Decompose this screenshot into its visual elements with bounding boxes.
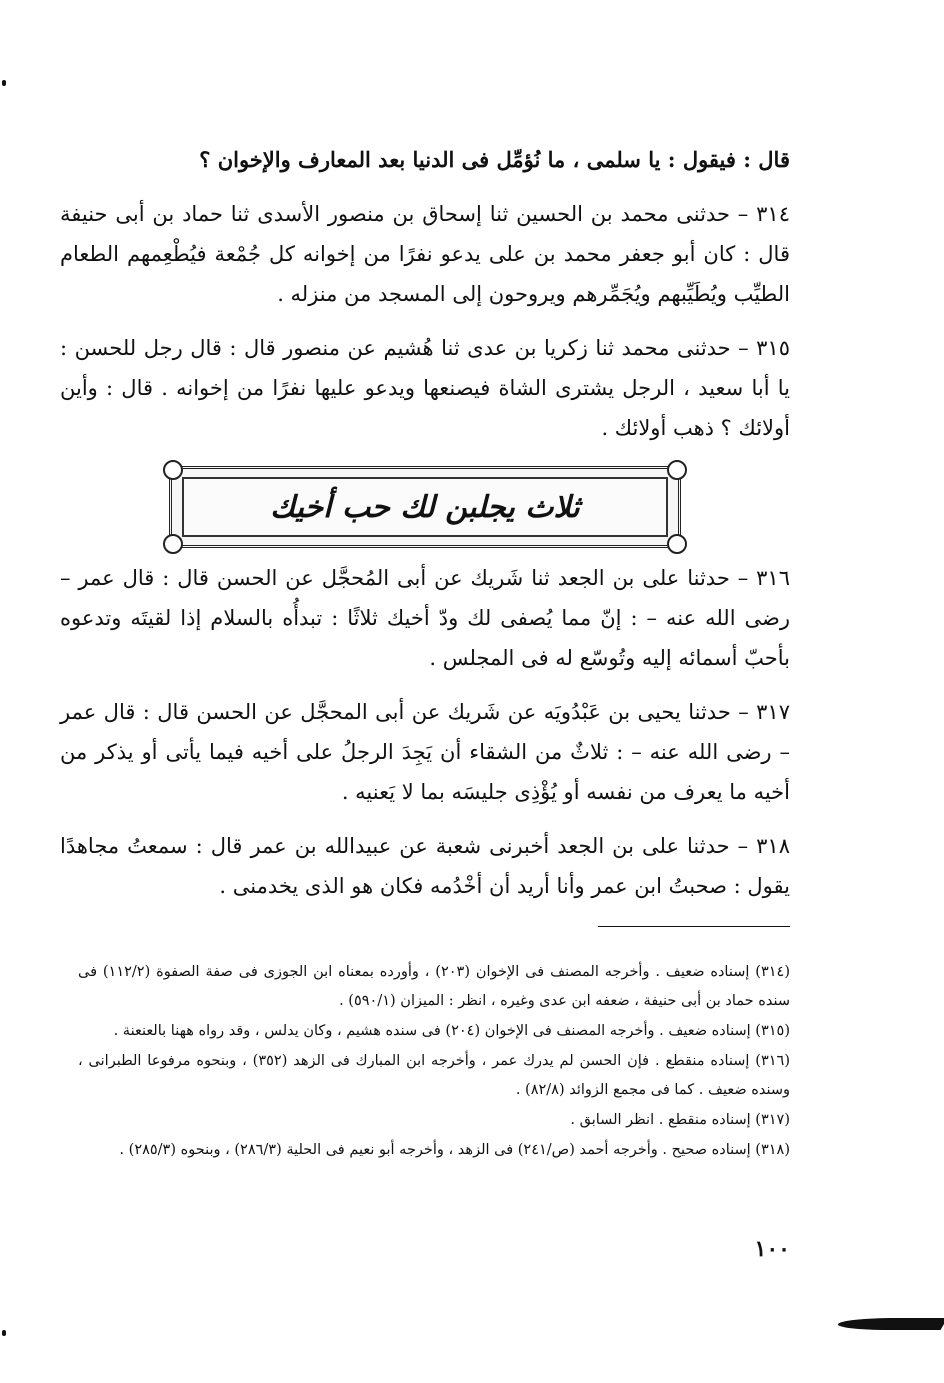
scan-speck [2, 80, 6, 86]
page-number: ١٠٠ [754, 1236, 790, 1262]
footnote-315: (٣١٥) إسناده ضعيف . وأخرجه المصنف فى الإخوان (٢٠٤) فى سنده هشيم ، وكان يدلس ، وقد رواه ههنا بالعنعنة . [113, 1023, 790, 1039]
main-text [60, 140, 790, 906]
footnote-316: (٣١٦) إسناده منقطع . فإن الحسن لم يدرك عمر ، وأخرجه ابن المبارك فى الزهد (٣٥٢) ، وبنحوه مرفوعا الطبرانى ، وسنده ضعيف . كما فى مجمع الزوائد (٨٢/٨) . [78, 1053, 790, 1098]
paragraph-318: ٣١٨ – حدثنا على بن الجعد أخبرنى شعبة عن عبيدالله بن عمر قال : سمعتُ مجاهدًا يقول : صحبتُ ابن عمر وأنا أريد أن أخْدُمه فكان هو الذى يخدمنى . [60, 834, 790, 898]
paragraph-315: ٣١٥ – حدثنى محمد ثنا زكريا بن عدى ثنا هُشيم عن منصور قال : قال رجل للحسن : يا أبا سعيد ، الرجل يشترى الشاة فيصنعها ويدعو عليها نفرًا من إخوانه . قال : وأين أولائك ؟ ذهب أولائك . [60, 336, 790, 440]
paragraph-317: ٣١٧ – حدثنا يحيى بن عَبْدُويَه عن شَريك عن أبى المحجَّل عن الحسن قال : قال عمر – رضى الله عنه – : ثلاثٌ من الشقاء أن يَجِدَ الرجلُ على أخيه فيما يأتى أو يذكر من أخيه ما يعرف من نفسه أو يُؤْذِى جليسَه بما لا يَعنيه . [60, 700, 790, 804]
ornament-corner-icon [163, 460, 183, 480]
paragraph-intro: قال : فيقول : يا سلمى ، ما نُؤمِّل فى الدنيا بعد المعارف والإخوان ؟ [199, 147, 790, 172]
ornament-corner-icon [667, 534, 687, 554]
paragraph-314: ٣١٤ – حدثنى محمد بن الحسين ثنا إسحاق بن منصور الأسدى ثنا حماد بن أبى حنيفة قال : كان أبو جعفر محمد بن على يدعو نفرًا من إخوانه كل جُمْعة فيُطْعِمهم الطعام الطيِّب ويُطَيِّبهم ويُجَمِّرهم ويروحون إلى المسجد من منزله . [60, 202, 790, 306]
paragraph-316: ٣١٦ – حدثنا على بن الجعد ثنا شَريك عن أبى المُحجَّل عن الحسن قال : قال عمر – رضى الله عنه – : إنّ مما يُصفى لك ودّ أخيك ثلاثًا : تبدأُه بالسلام إذا لقيتَه وتدعوه بأحبّ أسمائه إليه وتُوسّع له فى المجلس . [60, 566, 790, 670]
footnote-314: (٣١٤) إسناده ضعيف . وأخرجه المصنف فى الإخوان (٢٠٣) ، وأورده بمعناه ابن الجوزى فى صفة الصفوة (١١٢/٢) فى سنده حماد بن أبى حنيفة ، ضعفه ابن عدى وغيره ، انظر : الميزان (٥٩٠/١) . [78, 964, 790, 1009]
ornament-corner-icon [163, 534, 183, 554]
ornament-corner-icon [667, 460, 687, 480]
footnotes [78, 958, 790, 1166]
footnote-318: (٣١٨) إسناده صحيح . وأخرجه أحمد (ص/٢٤١) فى الزهد ، وأخرجه أبو نعيم فى الحلية (٢٨٦/٣) ، وبنحوه (٢٨٥/٣) . [119, 1142, 790, 1158]
scan-edge-mark [835, 1318, 944, 1330]
footnote-separator [598, 926, 790, 927]
footnote-317: (٣١٧) إسناده منقطع . انظر السابق . [570, 1112, 790, 1128]
section-heading: ثلاث يجلبن لك حب أخيك [270, 489, 580, 525]
scan-speck [2, 1330, 6, 1336]
section-heading-frame [169, 466, 681, 548]
